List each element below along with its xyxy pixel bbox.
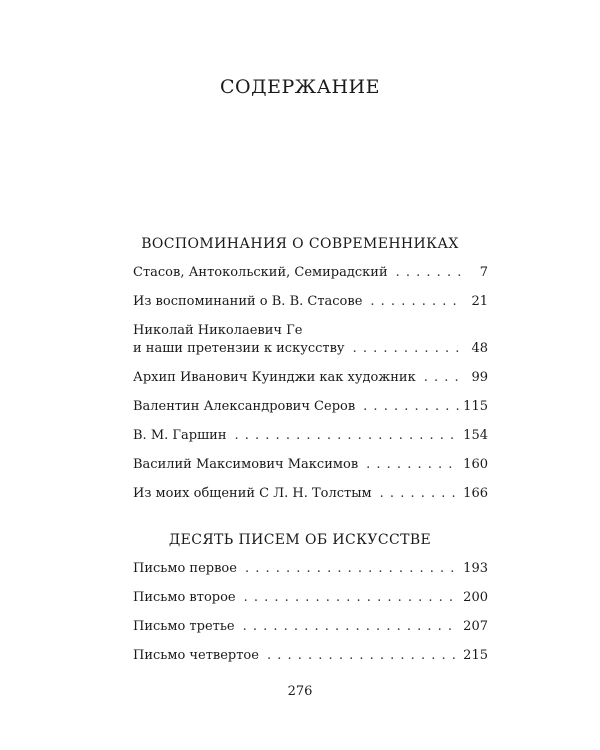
toc-entry-title: Письмо четвертое bbox=[133, 648, 259, 663]
toc-entry[interactable] bbox=[133, 647, 488, 665]
toc-entry-title: Из воспоминаний о В. В. Стасове bbox=[133, 294, 363, 309]
toc-entry[interactable] bbox=[133, 589, 488, 607]
toc-entry-title: Валентин Александрович Серов bbox=[133, 399, 356, 414]
dot-leader bbox=[396, 264, 462, 282]
toc-entry-title: Василий Максимович Максимов bbox=[133, 457, 359, 472]
toc-entry-page: 166 bbox=[463, 486, 488, 501]
section-title-memoirs: ВОСПОМИНАНИЯ О СОВРЕМЕННИКАХ bbox=[141, 236, 459, 252]
toc-entry-page: 193 bbox=[463, 561, 488, 576]
toc-entry-title: Письмо третье bbox=[133, 619, 235, 634]
toc-list-letters bbox=[133, 560, 488, 676]
section-title-letters: ДЕСЯТЬ ПИСЕМ ОБ ИСКУССТВЕ bbox=[168, 532, 432, 548]
dot-leader bbox=[366, 456, 459, 474]
dot-leader bbox=[370, 293, 462, 311]
toc-entry[interactable] bbox=[133, 398, 488, 416]
dot-leader bbox=[424, 369, 462, 387]
page-title: СОДЕРЖАНИЕ bbox=[220, 76, 380, 98]
toc-entry[interactable] bbox=[133, 322, 488, 358]
toc-entry[interactable] bbox=[133, 369, 488, 387]
toc-entry-page: 207 bbox=[463, 619, 488, 634]
toc-entry-title: Из моих общений С Л. Н. Толстым bbox=[133, 486, 372, 501]
toc-entry-page: 99 bbox=[471, 370, 488, 385]
toc-entry-page: 200 bbox=[463, 590, 488, 605]
dot-leader bbox=[363, 398, 459, 416]
toc-entry[interactable] bbox=[133, 427, 488, 445]
toc-entry-title: Архип Иванович Куинджи как художник bbox=[133, 370, 416, 385]
toc-entry[interactable] bbox=[133, 485, 488, 503]
toc-entry-page: 21 bbox=[471, 294, 488, 309]
dot-leader bbox=[244, 589, 460, 607]
toc-entry-page: 48 bbox=[471, 341, 488, 356]
toc-entry[interactable] bbox=[133, 293, 488, 311]
toc-entry-title: Николай Николаевич Ге и наши претензии к искусству bbox=[133, 323, 345, 356]
toc-entry-page: 215 bbox=[463, 648, 488, 663]
page-number: 276 bbox=[287, 684, 313, 699]
toc-entry-page: 160 bbox=[463, 457, 488, 472]
dot-leader bbox=[353, 340, 462, 358]
toc-entry-page: 154 bbox=[463, 428, 488, 443]
dot-leader bbox=[243, 618, 460, 636]
toc-entry-title: Стасов, Антокольский, Семирадский bbox=[133, 265, 388, 280]
dot-leader bbox=[235, 427, 460, 445]
toc-entry-title: Письмо первое bbox=[133, 561, 237, 576]
dot-leader bbox=[245, 560, 459, 578]
dot-leader bbox=[380, 485, 460, 503]
toc-entry-title: Письмо второе bbox=[133, 590, 236, 605]
toc-entry-page: 7 bbox=[479, 265, 488, 280]
toc-entry[interactable] bbox=[133, 456, 488, 474]
toc-entry[interactable] bbox=[133, 264, 488, 282]
dot-leader bbox=[267, 647, 459, 665]
toc-entry[interactable] bbox=[133, 560, 488, 578]
toc-list-memoirs bbox=[133, 264, 488, 514]
toc-entry[interactable] bbox=[133, 618, 488, 636]
toc-entry-page: 115 bbox=[463, 399, 488, 414]
toc-entry-title: В. М. Гаршин bbox=[133, 428, 227, 443]
